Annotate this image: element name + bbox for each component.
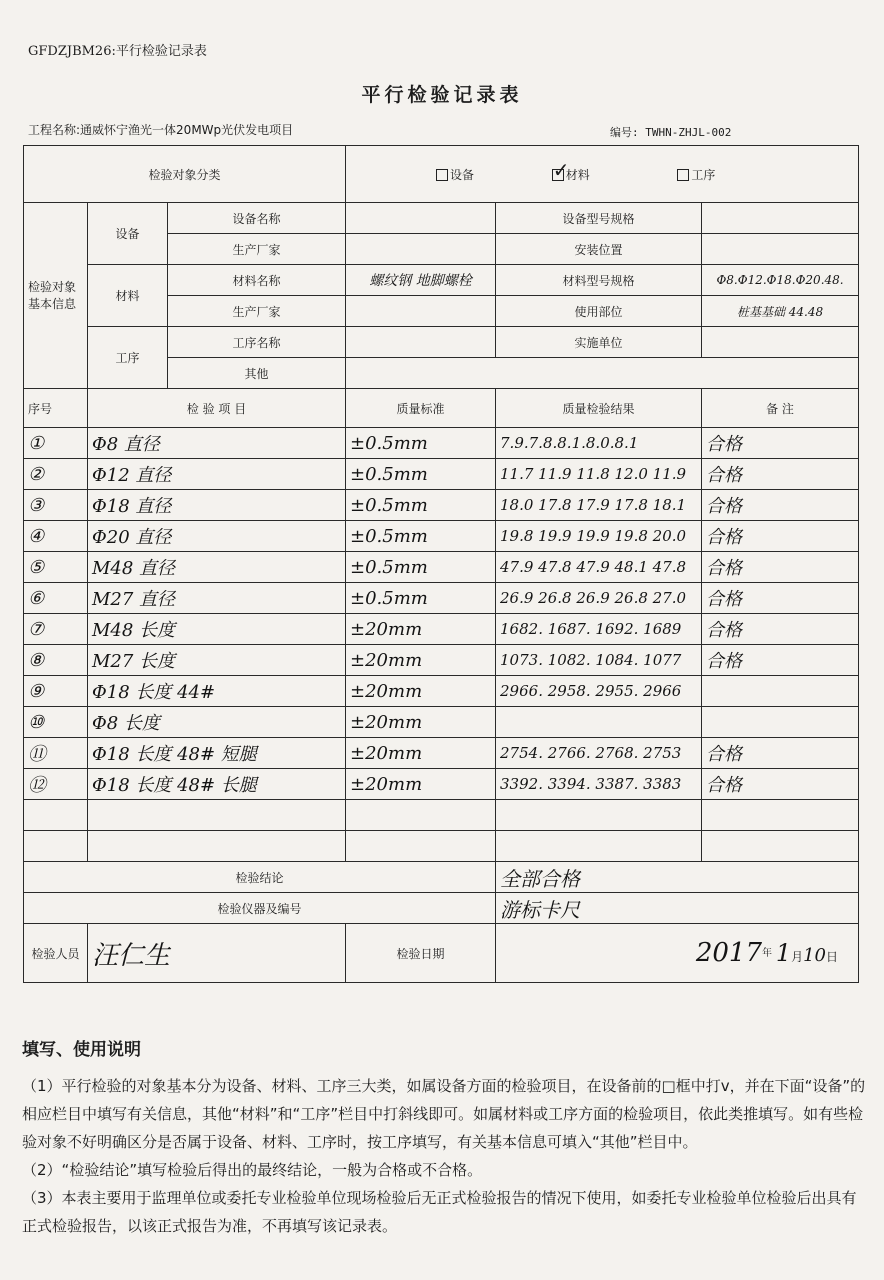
inspection-date: $2017^年$ 1月10日 — [496, 924, 859, 983]
process-unit-label: 实施单位 — [496, 327, 702, 358]
equipment-maker-label: 生产厂家 — [168, 234, 346, 265]
instruction-2: （2）“检验结论”填写检验后得出的最终结论，一般为合格或不合格。 — [22, 1161, 483, 1179]
process-label: 工序 — [88, 327, 168, 389]
conclusion-label: 检验结论 — [24, 862, 496, 893]
process-name-label: 工序名称 — [168, 327, 346, 358]
table-row: ⑧ M27 长度 ±20mm 1073. 1082. 1084. 1077 合格 — [24, 645, 859, 676]
col-remark-header: 备 注 — [702, 389, 859, 428]
inspection-table — [23, 145, 859, 983]
material-label: 材料 — [88, 265, 168, 327]
process-unit-value — [702, 327, 859, 358]
equipment-model-value — [702, 203, 859, 234]
equipment-model-label: 设备型号规格 — [496, 203, 702, 234]
instruction-3: （3）本表主要用于监理单位或委托专业检验单位现场检验后无正式检验报告的情况下使用，如委托专业检验单位检验后出具有正式检验报告，以该正式报告为准，不再填写该记录表。 — [22, 1189, 857, 1235]
form-code: GFDZJBM26:平行检验记录表 — [28, 44, 207, 59]
equipment-name-label: 设备名称 — [168, 203, 346, 234]
instruction-1: （1）平行检验的对象基本分为设备、材料、工序三大类，如属设备方面的检验项目，在设备前的□框中打v，并在下面“设备”的相应栏目中填写有关信息，其他“材料”和“工序”栏目中打斜线即可。如属材料或工序方面的检验项目，依此类推填写。如有些检验对象不好明确区分是否属于设备、材料、工序时，按工序填写，有关基本信息可填入“其他”栏目中。 — [22, 1077, 866, 1151]
material-maker-value — [346, 296, 496, 327]
equipment-name-value — [346, 203, 496, 234]
instructions — [22, 1036, 868, 1240]
col-item-header: 检 验 项 目 — [88, 389, 346, 428]
instructions-heading: 填写、使用说明 — [22, 1040, 141, 1060]
table-row: ③ Φ18 直径 ±0.5mm 18.0 17.8 17.9 17.8 18.1 合格 — [24, 490, 859, 521]
table-row-empty — [24, 800, 859, 831]
instrument-value: 游标卡尺 — [496, 893, 859, 924]
table-row: ⑤ M48 直径 ±0.5mm 47.9 47.8 47.9 48.1 47.8 合格 — [24, 552, 859, 583]
material-use-label: 使用部位 — [496, 296, 702, 327]
inspector-label: 检验人员 — [24, 924, 88, 983]
equipment-location-label: 安装位置 — [496, 234, 702, 265]
instrument-label: 检验仪器及编号 — [24, 893, 496, 924]
table-row-empty — [24, 831, 859, 862]
equipment-location-value — [702, 234, 859, 265]
other-label: 其他 — [168, 358, 346, 389]
col-seq-header: 序号 — [24, 389, 88, 428]
equipment-maker-value — [346, 234, 496, 265]
table-row: ① Φ8 直径 ±0.5mm 7.9.7.8.8.1.8.0.8.1 合格 — [24, 428, 859, 459]
table-row: ⑦ M48 长度 ±20mm 1682. 1687. 1692. 1689 合格 — [24, 614, 859, 645]
checkbox-equipment[interactable]: 设备 — [436, 168, 474, 182]
material-maker-label: 生产厂家 — [168, 296, 346, 327]
col-result-header: 质量检验结果 — [496, 389, 702, 428]
equipment-label: 设备 — [88, 203, 168, 265]
process-name-value — [346, 327, 496, 358]
table-row: ⑥ M27 直径 ±0.5mm 26.9 26.8 26.9 26.8 27.0 合格 — [24, 583, 859, 614]
table-row: ④ Φ20 直径 ±0.5mm 19.8 19.9 19.9 19.8 20.0 合格 — [24, 521, 859, 552]
material-name-value: 螺纹钢 地脚螺栓 — [346, 265, 496, 296]
category-label: 检验对象分类 — [24, 146, 346, 203]
table-row: ⑫ Φ18 长度 48# 长腿 ±20mm 3392. 3394. 3387. 3383 合格 — [24, 769, 859, 800]
page-title: 平行检验记录表 — [361, 84, 523, 106]
form-number: 编号: TWHN-ZHJL-002 — [610, 126, 732, 139]
inspector-signature: 汪仁生 — [88, 924, 346, 983]
col-standard-header: 质量标准 — [346, 389, 496, 428]
table-row: ⑪ Φ18 长度 48# 短腿 ±20mm 2754. 2766. 2768. 2753 合格 — [24, 738, 859, 769]
material-name-label: 材料名称 — [168, 265, 346, 296]
table-row: ⑨ Φ18 长度 44# ±20mm 2966. 2958. 2955. 2966 — [24, 676, 859, 707]
conclusion-value: 全部合格 — [496, 862, 859, 893]
date-label: 检验日期 — [346, 924, 496, 983]
other-value — [346, 358, 859, 389]
table-row: ⑩ Φ8 长度 ±20mm — [24, 707, 859, 738]
checkbox-material[interactable]: ✓ 材料 — [552, 168, 590, 182]
info-label: 检验对象基本信息 — [24, 203, 88, 389]
table-row: ② Φ12 直径 ±0.5mm 11.7 11.9 11.8 12.0 11.9 合格 — [24, 459, 859, 490]
material-model-value: Φ8.Φ12.Φ18.Φ20.48. — [702, 265, 859, 296]
checkbox-process[interactable]: 工序 — [677, 168, 715, 182]
category-options — [346, 146, 859, 203]
material-model-label: 材料型号规格 — [496, 265, 702, 296]
project-name: 工程名称:通威怀宁渔光一体20MWp光伏发电项目 — [28, 123, 294, 137]
material-use-value: 桩基基础 44.48 — [702, 296, 859, 327]
